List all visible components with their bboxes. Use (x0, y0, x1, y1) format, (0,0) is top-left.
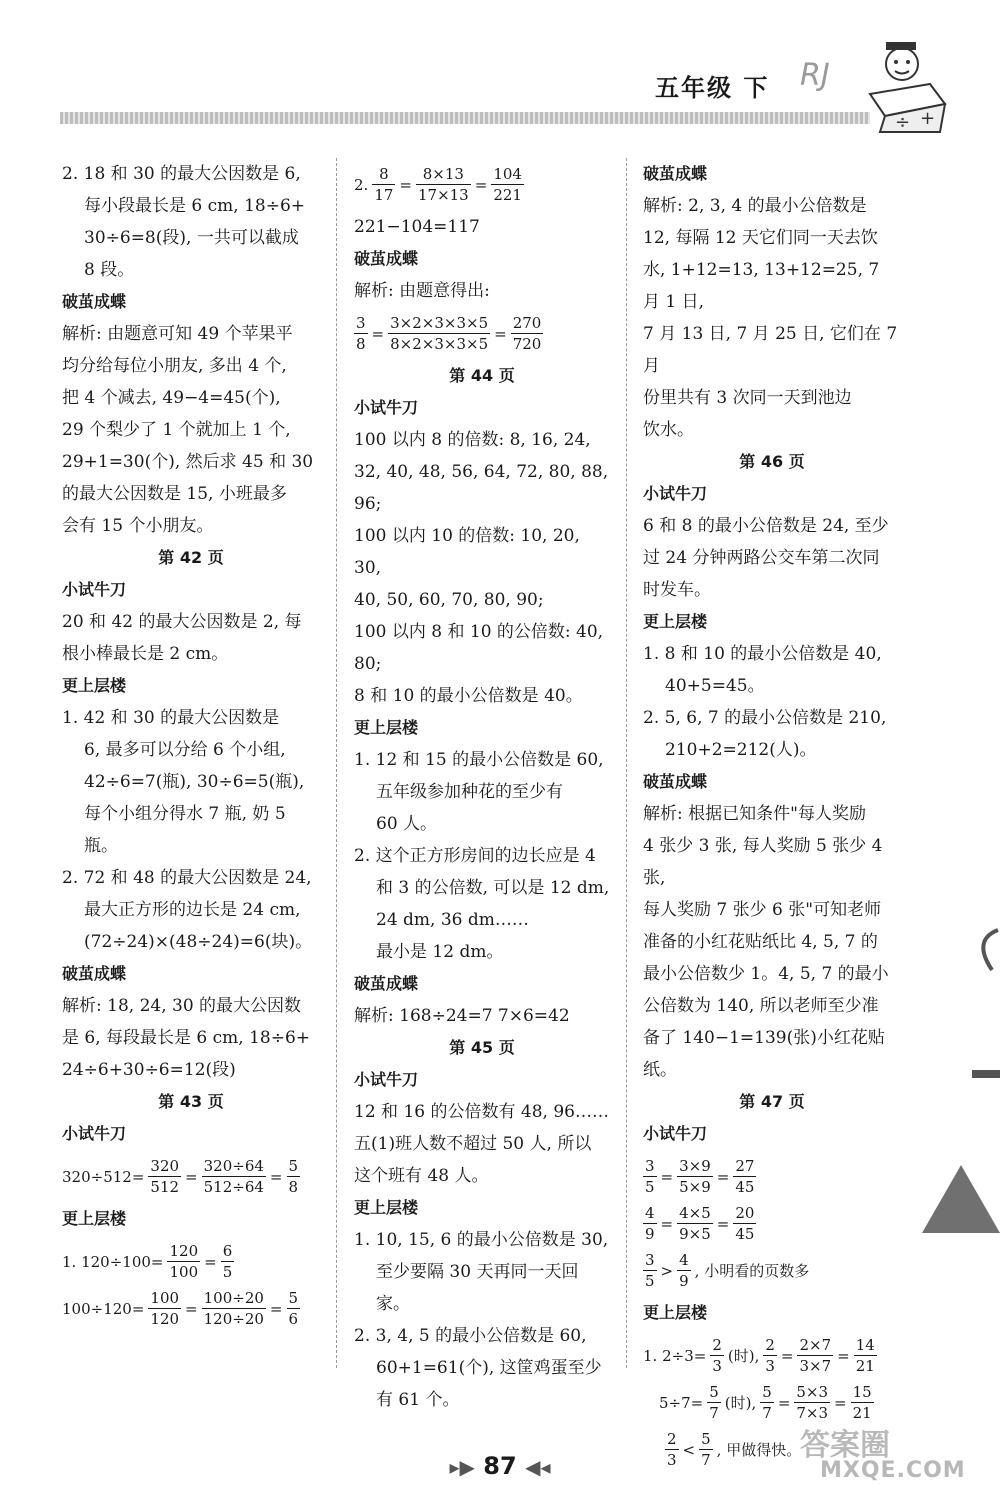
fraction: $\frac{8\times 13}{17\times 13}$ (417, 165, 469, 204)
eq-text: 1. 2÷3= (643, 1346, 707, 1365)
section-heading: 小试牛刀 (643, 1124, 708, 1143)
text-line: 29+1=30(个), 然后求 45 和 30 (62, 452, 314, 472)
section-heading: 破茧成蝶 (643, 164, 708, 183)
text-line: 公倍数为 140, 所以老师至少准 (643, 996, 879, 1016)
section-heading: 小试牛刀 (62, 580, 127, 599)
text-line: 2. 18 和 30 的最大公因数是 6, (62, 164, 301, 184)
eq-text: 100÷120= (62, 1299, 145, 1318)
eq-text: 320÷512= (62, 1167, 145, 1186)
section-heading: 小试牛刀 (62, 1124, 127, 1143)
page-heading: 第 46 页 (739, 452, 805, 471)
text-line: 12, 每隔 12 天它们同一天去饮 (643, 228, 878, 248)
equation: 1. 2÷3= $\frac{2}{3}$ (时), $\frac{2}{3}$ = $\frac{2\times 7}{3\times 7}$ = $\frac{14}{21}$ (643, 1336, 875, 1375)
fraction: $\frac{5}{7}$ (762, 1383, 772, 1422)
text-line: 解析: 168÷24=7 7×6=42 (354, 1006, 570, 1026)
column-divider (336, 158, 337, 1368)
text-line: 12 和 16 的公倍数有 48, 96…… (354, 1102, 609, 1122)
fraction: $\frac{320}{512}$ (150, 1157, 180, 1196)
fraction: $\frac{100}{120}$ (150, 1289, 180, 1328)
page-heading: 第 42 页 (158, 548, 224, 567)
section-heading: 更上层楼 (62, 1209, 127, 1228)
section-heading: 破茧成蝶 (354, 249, 419, 268)
edge-decoration-icon (962, 900, 1000, 1140)
fraction: $\frac{4\times 5}{9\times 5}$ (679, 1204, 711, 1243)
svg-text:+: + (920, 108, 936, 129)
text-line: 最小是 12 dm。 (376, 942, 504, 962)
fraction: $\frac{5\times 3}{7\times 3}$ (796, 1383, 829, 1422)
fraction: $\frac{15}{21}$ (852, 1383, 872, 1422)
fraction: $\frac{3}{8}$ (356, 314, 366, 353)
section-heading: 破茧成蝶 (643, 772, 708, 791)
text-line: 五(1)班人数不超过 50 人, 所以 (354, 1134, 592, 1154)
section-heading: 更上层楼 (643, 612, 708, 631)
fraction: $\frac{104}{221}$ (493, 165, 522, 204)
text-line: 解析: 由题意可知 49 个苹果平 (62, 324, 293, 344)
text-line: 2. 这个正方形房间的边长应是 4 (354, 846, 596, 866)
text-line: 解析: 由题意得出: (354, 281, 490, 301)
text-line: 210+2=212(人)。 (665, 740, 817, 760)
forward-arrows-icon: ▸▶ (449, 1455, 475, 1479)
text-line: 29 个梨少了 1 个就加上 1 个, (62, 420, 291, 440)
header-rule (60, 112, 870, 124)
text-line: 8 和 10 的最小公倍数是 40。 (354, 686, 583, 706)
eq-text: , 小明看的页数多 (694, 1261, 810, 1280)
text-line: 30÷6=8(段), 一共可以截成 (84, 228, 299, 248)
text-line: 均分给每位小朋友, 多出 4 个, (62, 356, 287, 376)
text-line: 20 和 42 的最大公因数是 2, 每 (62, 612, 302, 632)
fraction: $\frac{2}{3}$ (667, 1430, 677, 1469)
text-line: 1. 8 和 10 的最小公倍数是 40, (643, 644, 882, 664)
text-line: 100 以内 8 的倍数: 8, 16, 24, (354, 430, 591, 450)
equation: 1. 120÷100= $\frac{120}{100}$ = $\frac{6}{5}$ (62, 1242, 233, 1281)
text-line: 221−104=117 (354, 217, 480, 237)
text-line: 五年级参加种花的至少有 (376, 782, 563, 802)
text-line: 有 61 个。 (376, 1390, 460, 1410)
text-line: 7 月 13 日, 7 月 25 日, 它们在 7 月 (643, 324, 898, 376)
watermark-logo: 答案圈 (800, 1428, 890, 1463)
text-line: 2. 5, 6, 7 的最小公倍数是 210, (643, 708, 887, 728)
text-line: 解析: 18, 24, 30 的最大公因数 (62, 996, 302, 1016)
text-line: 42÷6=7(瓶), 30÷6=5(瓶), (84, 772, 305, 792)
text-line: 100 以内 8 和 10 的公倍数: 40, (354, 622, 604, 642)
page-number (400, 1452, 600, 1480)
text-line: 1. 10, 15, 6 的最小公倍数是 30, (354, 1230, 609, 1250)
section-heading: 小试牛刀 (354, 398, 419, 417)
fraction: $\frac{3}{5}$ (645, 1157, 655, 1196)
text-line: 会有 15 个小朋友。 (62, 516, 214, 536)
text-line: 最大正方形的边长是 24 cm, (84, 900, 301, 920)
text-line: 和 3 的公倍数, 可以是 12 dm, (376, 878, 610, 898)
eq-text: (时), (724, 1393, 757, 1412)
text-line: 2. 3, 4, 5 的最小公倍数是 60, (354, 1326, 587, 1346)
fraction: $\frac{5}{7}$ (709, 1383, 719, 1422)
fraction: $\frac{6}{5}$ (222, 1242, 233, 1281)
fraction: $\frac{14}{21}$ (855, 1336, 875, 1375)
fraction: $\frac{5}{8}$ (288, 1157, 299, 1196)
text-line: 4 张少 3 张, 每人奖励 5 张少 4 张, (643, 836, 883, 888)
equation: 320÷512= $\frac{320}{512}$ = $\frac{320\div 64}{512\div 64}$ = $\frac{5}{8}$ (62, 1157, 299, 1196)
section-heading: 更上层楼 (62, 676, 127, 695)
column-divider (626, 158, 627, 1368)
text-line: 60 人。 (376, 814, 438, 834)
text-line: 时发车。 (643, 580, 711, 600)
page-heading: 第 47 页 (739, 1092, 805, 1111)
text-line: 8 段。 (84, 260, 135, 280)
back-arrows-icon: ◀◂ (525, 1455, 551, 1479)
eq-text: 2. (354, 175, 369, 194)
page-heading: 第 45 页 (449, 1038, 515, 1057)
text-line: 32, 40, 48, 56, 64, 72, 80, 88, (354, 462, 609, 482)
text-line: 是 6, 每段最长是 6 cm, 18÷6+ (62, 1028, 311, 1048)
fraction: $\frac{3\times 9}{5\times 9}$ (679, 1157, 711, 1196)
fraction: $\frac{2}{3}$ (765, 1336, 775, 1375)
text-line: 96; (354, 494, 382, 514)
watermark-url: MXQE.COM (820, 1458, 966, 1483)
equation: $\frac{3}{5}$ = $\frac{3\times 9}{5\times 9}$ = $\frac{27}{45}$ (645, 1157, 755, 1196)
text-line: 每小段最长是 6 cm, 18÷6+ (84, 196, 306, 216)
fraction: $\frac{2\times 7}{3\times 7}$ (799, 1336, 832, 1375)
equation: $\frac{2}{3}$ < $\frac{5}{7}$ , 甲做得快。 (667, 1430, 802, 1469)
fraction: $\frac{320\div 64}{512\div 64}$ (203, 1157, 264, 1196)
svg-text:÷: ÷ (895, 112, 911, 133)
answer-column-3 (643, 158, 901, 1476)
edition-logo: RJ (800, 58, 830, 93)
fraction: $\frac{100\div 20}{120\div 20}$ (203, 1289, 264, 1328)
text-line: 6, 最多可以分给 6 个小组, (84, 740, 286, 760)
eq-text: , 甲做得快。 (716, 1440, 802, 1459)
section-heading: 破茧成蝶 (62, 964, 127, 983)
fraction: $\frac{270}{720}$ (512, 314, 542, 353)
text-line: 每个小组分得水 7 瓶, 奶 5 瓶。 (84, 804, 286, 856)
page-number-text: 87 (483, 1452, 517, 1480)
section-heading: 小试牛刀 (643, 484, 708, 503)
text-line: 份里共有 3 次同一天到池边 (643, 388, 852, 408)
fraction: $\frac{5}{6}$ (288, 1289, 299, 1328)
text-line: 每人奖励 7 张少 6 张"可知老师 (643, 900, 882, 920)
text-line: 根小棒最长是 2 cm。 (62, 644, 229, 664)
text-line: 40+5=45。 (665, 676, 765, 696)
text-line: 1. 12 和 15 的最小公倍数是 60, (354, 750, 604, 770)
equation: $\frac{4}{9}$ = $\frac{4\times 5}{9\times 5}$ = $\frac{20}{45}$ (645, 1204, 755, 1243)
answer-column-2 (354, 158, 610, 1416)
text-line: 1. 42 和 30 的最大公因数是 (62, 708, 280, 728)
text-line: 至少要隔 30 天再同一天回家。 (376, 1262, 579, 1314)
text-line: 2. 72 和 48 的最大公因数是 24, (62, 868, 312, 888)
fraction: $\frac{2}{3}$ (712, 1336, 722, 1375)
answer-column-1 (62, 158, 320, 1335)
text-line: 备了 140−1=139(张)小红花贴纸。 (643, 1028, 885, 1080)
equation: $\frac{3}{8}$ = $\frac{3\times 2\times 3\times 3\times 5}{8\times 2\times 3\times 3\times 5}$ = $\frac{270}{720}$ (356, 314, 542, 353)
page-heading: 第 44 页 (449, 366, 515, 385)
text-line: 6 和 8 的最小公倍数是 24, 至少 (643, 516, 889, 536)
eq-text: (时), (727, 1346, 760, 1365)
text-line: 解析: 根据已知条件"每人奖励 (643, 804, 866, 824)
fraction: $\frac{20}{45}$ (735, 1204, 755, 1243)
equation: 5÷7= $\frac{5}{7}$ (时), $\frac{5}{7}$ = $\frac{5\times 3}{7\times 3}$ = $\frac{15}{21}$ (659, 1383, 872, 1422)
text-line: 解析: 2, 3, 4 的最小公倍数是 (643, 196, 867, 216)
fraction: $\frac{3}{5}$ (645, 1251, 655, 1290)
section-heading: 小试牛刀 (354, 1070, 419, 1089)
fraction: $\frac{120}{100}$ (169, 1242, 199, 1281)
section-heading: 更上层楼 (354, 718, 419, 737)
fraction: $\frac{3\times 2\times 3\times 3\times 5}{8\times 2\times 3\times 3\times 5}$ (390, 314, 489, 353)
text-line: 24 dm, 36 dm…… (376, 910, 529, 930)
mascot-icon (860, 34, 950, 134)
page-header (0, 0, 1000, 140)
text-line: 最小公倍数少 1。4, 5, 7 的最小 (643, 964, 889, 984)
text-line: 把 4 个减去, 49−4=45(个), (62, 388, 281, 408)
fraction: $\frac{27}{45}$ (735, 1157, 755, 1196)
triangle-decoration (922, 1165, 1000, 1233)
text-line: 24÷6+30÷6=12(段) (62, 1060, 236, 1080)
section-heading: 更上层楼 (643, 1303, 708, 1322)
equation: 100÷120= $\frac{100}{120}$ = $\frac{100\div 20}{120\div 20}$ = $\frac{5}{6}$ (62, 1289, 299, 1328)
text-line: 这个班有 48 人。 (354, 1166, 489, 1186)
section-heading: 破茧成蝶 (354, 974, 419, 993)
text-line: 的最大公因数是 15, 小班最多 (62, 484, 287, 504)
equation: $\frac{3}{5}$ > $\frac{4}{9}$ , 小明看的页数多 (645, 1251, 810, 1290)
section-heading: 更上层楼 (354, 1198, 419, 1217)
text-line: 60+1=61(个), 这筐鸡蛋至少 (376, 1358, 602, 1378)
fraction: $\frac{4}{9}$ (679, 1251, 689, 1290)
text-line: 过 24 分钟两路公交车第二次同 (643, 548, 880, 568)
text-line: 饮水。 (643, 420, 694, 440)
fraction: $\frac{8}{17}$ (374, 165, 394, 204)
grade-label: 五年级 下 (655, 74, 770, 102)
text-line: 40, 50, 60, 70, 80, 90; (354, 590, 544, 610)
text-line: 100 以内 10 的倍数: 10, 20, 30, (354, 526, 580, 578)
fraction: $\frac{4}{9}$ (645, 1204, 655, 1243)
text-line: 水, 1+12=13, 13+12=25, 7 月 1 日, (643, 260, 880, 312)
eq-text: 1. 120÷100= (62, 1252, 164, 1271)
text-line: (72÷24)×(48÷24)=6(块)。 (84, 932, 313, 952)
eq-text: 5÷7= (659, 1393, 704, 1412)
text-line: 准备的小红花贴纸比 4, 5, 7 的 (643, 932, 878, 952)
page-heading: 第 43 页 (158, 1092, 224, 1111)
equation: 2. $\frac{8}{17}$ = $\frac{8\times 13}{17\times 13}$ = $\frac{104}{221}$ (354, 165, 522, 204)
text-line: 80; (354, 654, 382, 674)
section-heading: 破茧成蝶 (62, 292, 127, 311)
fraction: $\frac{5}{7}$ (701, 1430, 711, 1469)
